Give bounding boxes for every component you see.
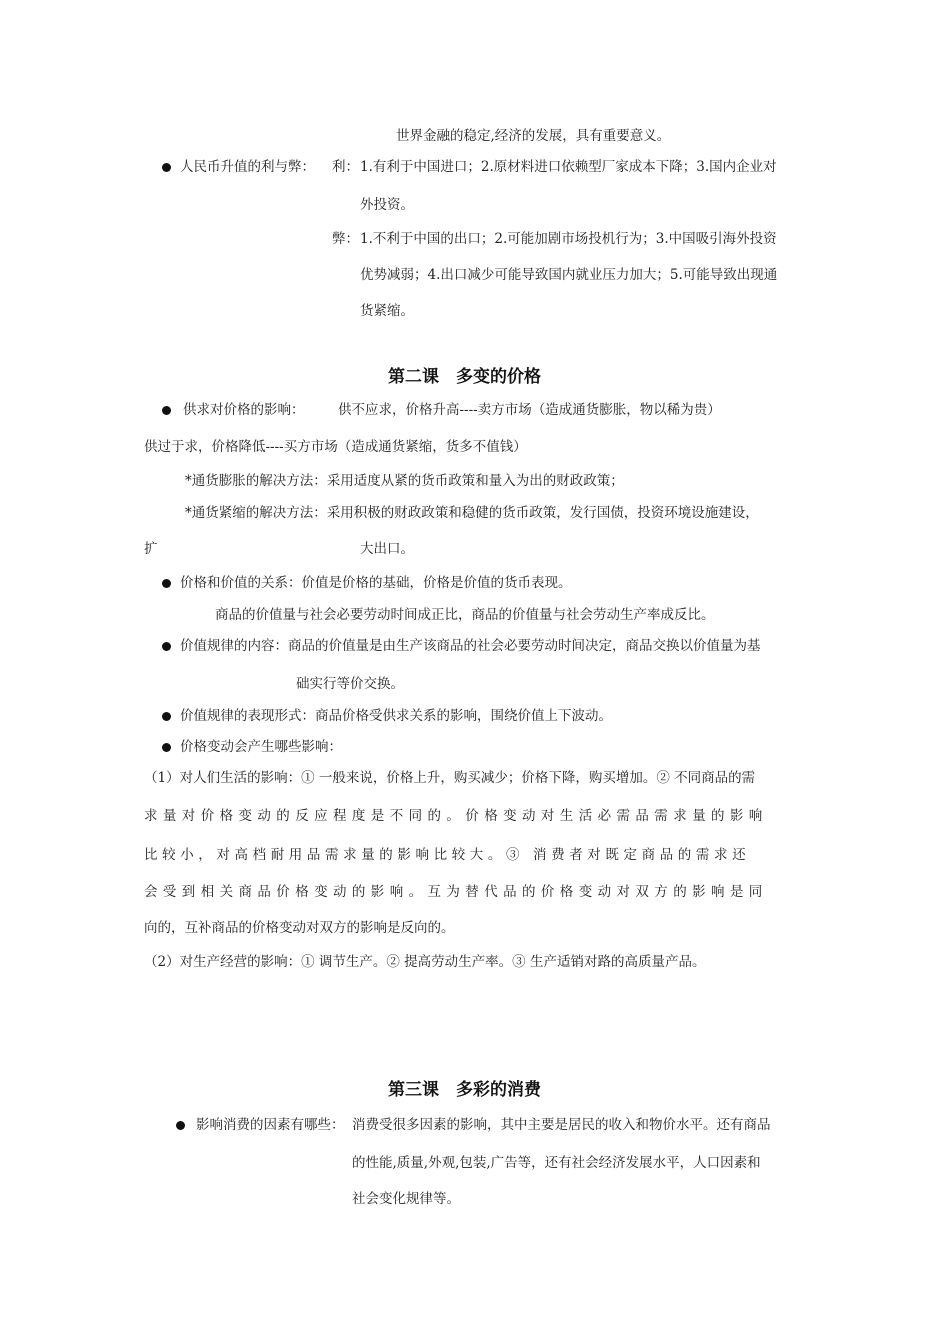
deflation-solution: *通货紧缩的解决方法：采用积极的财政政策和稳健的货币政策，发行国债，投资环境设施建设， [185,505,759,521]
value-price-text: 价格和价值的关系：价值是价格的基础，价格是价值的货币表现。 [180,575,572,591]
bullet-icon [162,579,171,588]
supply-line: 供不应求，价格升高----卖方市场（造成通货膨胀，物以稀为贵） [338,402,721,418]
rmb-li-label: 利： [332,159,359,175]
lesson2-title: 第二课 多变的价格 [388,367,541,387]
factors-label: 影响消费的因素有哪些： [196,1117,345,1133]
lesson3-title: 第三课 多彩的消费 [388,1080,541,1100]
value-price-text: 商品的价值量与社会必要劳动时间成正比，商品的价值量与社会劳动生产率成反比。 [215,607,715,623]
effects-text: 会受到相关商品价格变动的影响。互为替代品的价格变动对双方的影响是同 [144,884,768,900]
rmb-bi-line: 货紧缩。 [360,303,414,319]
deflation-solution-part: 扩 [144,541,158,557]
effects-text: 求量对价格变动的反应程度是不同的。价格变动对生活必需品需求量的影响 [144,808,768,824]
rmb-bi-label: 弊： [332,231,359,247]
bullet-icon [162,642,171,651]
factors-text: 消费受很多因素的影响，其中主要是居民的收入和物价水平。还有商品 [352,1117,771,1133]
factors-text: 社会变化规律等。 [352,1191,460,1207]
deflation-solution-part: 大出口。 [360,541,414,557]
rmb-label: 人民币升值的利与弊： [180,159,315,175]
law-form-text: 价值规律的表现形式：商品价格受供求关系的影响，围绕价值上下波动。 [180,708,612,724]
effects-label: 价格变动会产生哪些影响： [180,739,342,755]
bullet-icon [176,1121,185,1130]
bullet-icon [162,743,171,752]
inflation-solution: *通货膨胀的解决方法：采用适度从紧的货币政策和量入为出的财政政策； [185,473,624,489]
rmb-li-line: 外投资。 [360,197,414,213]
rmb-li-line: 1.有利于中国进口；2.原材料进口依赖型厂家成本下降；3.国内企业对 [360,159,777,175]
effects-text: （1）对人们生活的影响：① 一般来说，价格上升，购买减少；价格下降，购买增加。② 不同商品的需 [144,770,756,786]
rmb-bi-line: 1.不利于中国的出口；2.可能加剧市场投机行为；3.中国吸引海外投资 [360,231,777,247]
effects-text: （2）对生产经营的影响：① 调节生产。② 提高劳动生产率。③ 生产适销对路的高质量产品。 [144,954,706,970]
effects-text: 向的，互补商品的价格变动对双方的影响是反向的。 [144,920,455,936]
factors-text: 的性能,质量,外观,包装,广告等，还有社会经济发展水平，人口因素和 [352,1155,761,1171]
rmb-bi-line: 优势减弱；4.出口减少可能导致国内就业压力加大；5.可能导致出现通 [360,267,778,283]
bullet-icon [162,712,171,721]
bullet-icon [162,163,171,172]
law-content-text: 价值规律的内容：商品的价值量是由生产该商品的社会必要劳动时间决定，商品交换以价值量为基 [180,638,761,654]
continuation-text: 世界金融的稳定,经济的发展，具有重要意义。 [396,128,671,144]
supply-label: 供求对价格的影响： [183,402,305,418]
effects-text: 比较小，对高档耐用品需求量的影响比较大。③ 消费者对既定商品的需求还 [144,847,751,863]
bullet-icon [162,406,171,415]
supply-line: 供过于求，价格降低----买方市场（造成通货紧缩，货多不值钱） [144,439,527,455]
law-content-text: 础实行等价交换。 [296,676,404,692]
